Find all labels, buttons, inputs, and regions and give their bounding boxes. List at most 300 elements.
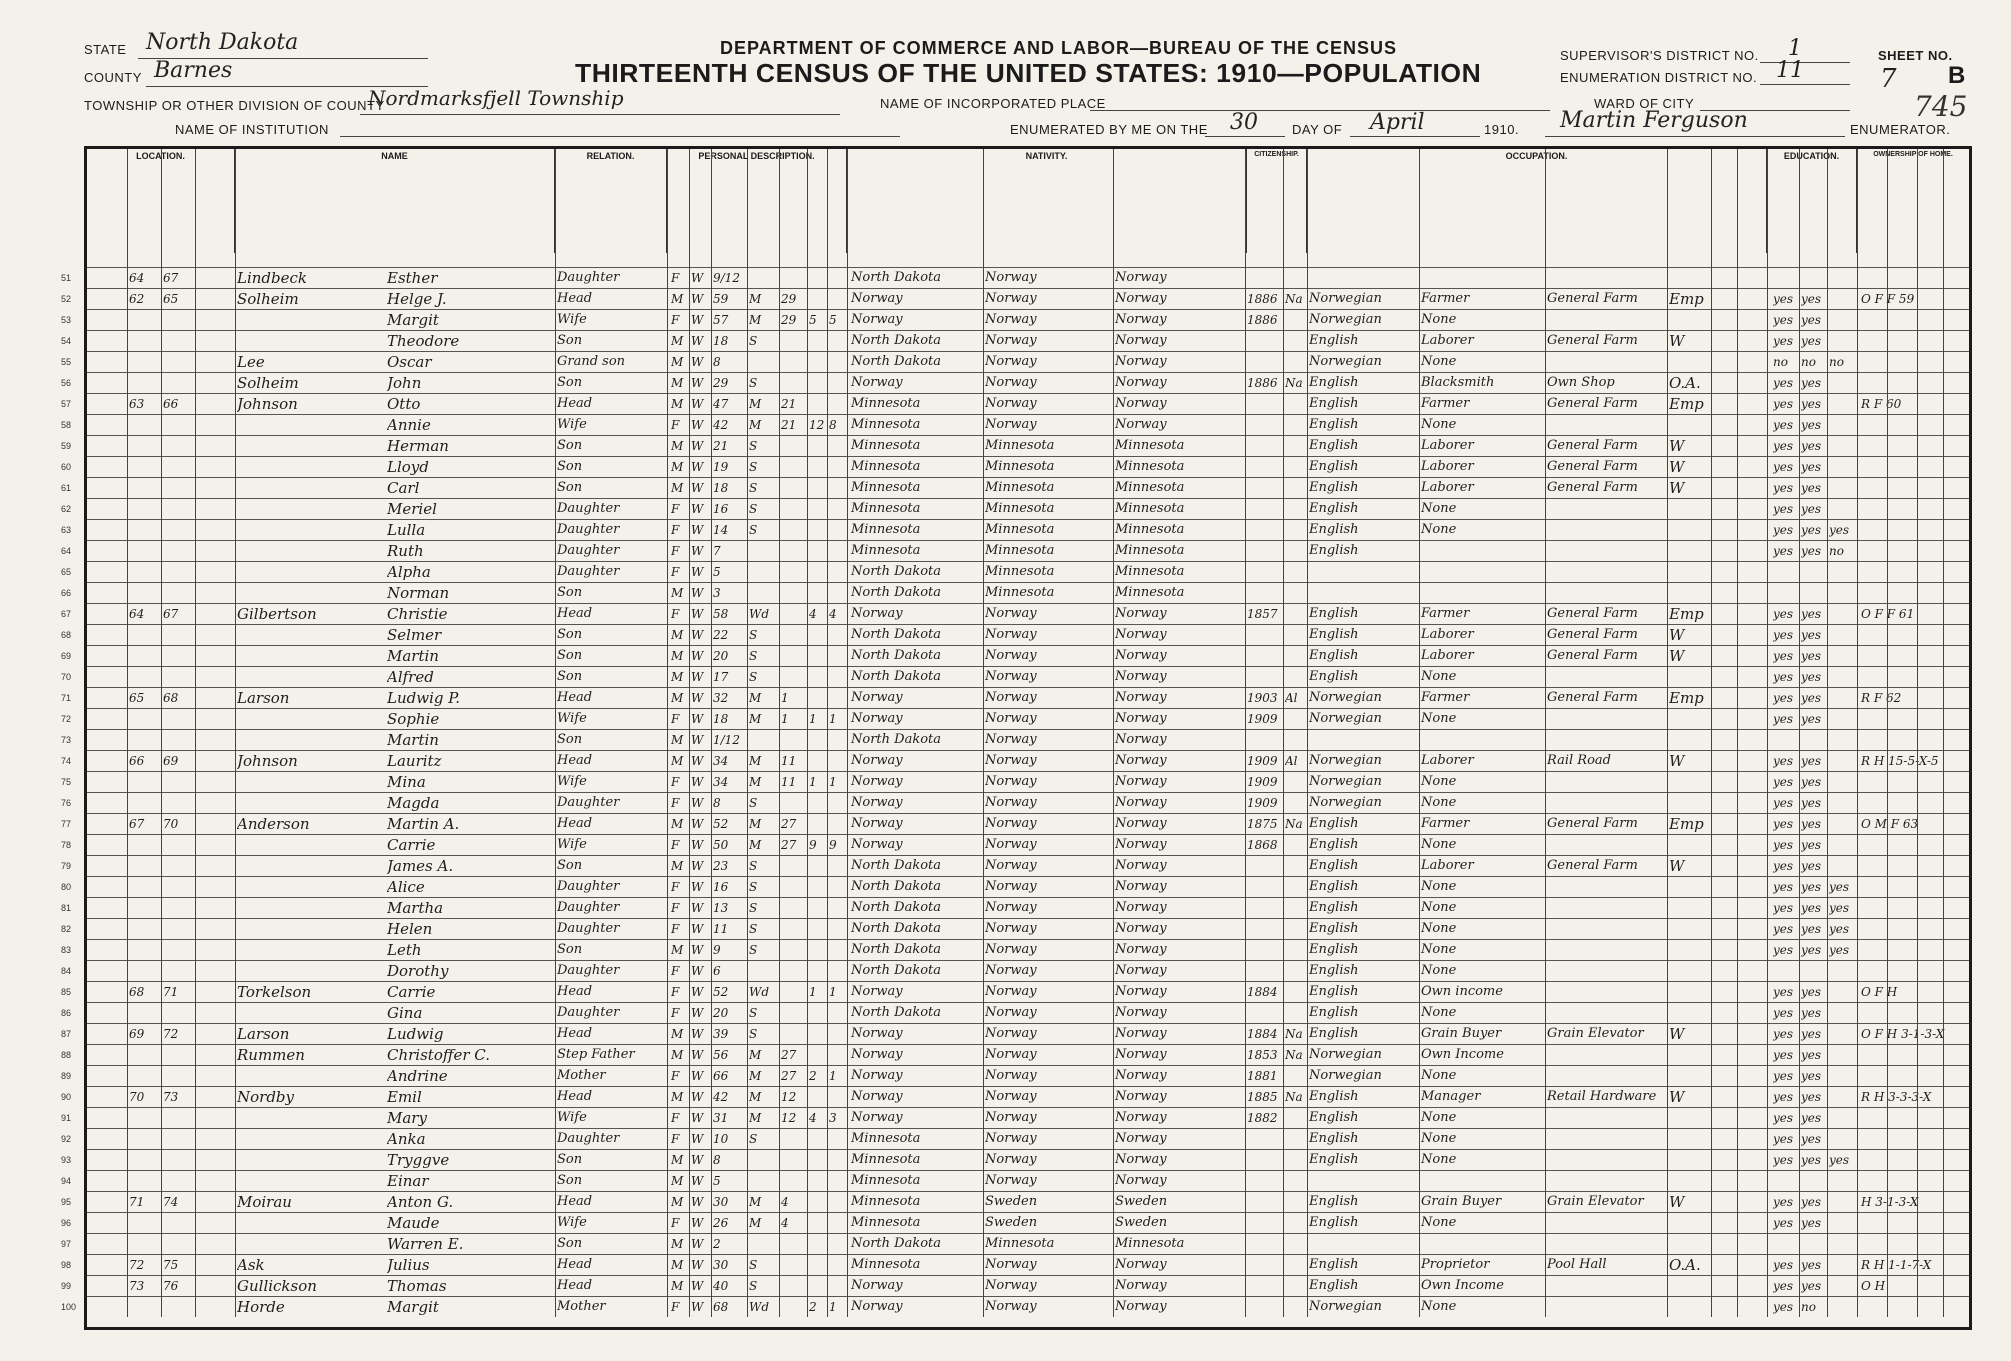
cell-sex: F	[671, 523, 680, 537]
cell-pob: Norway	[851, 291, 903, 306]
page-title: THIRTEENTH CENSUS OF THE UNITED STATES: 1910—POPULATION	[575, 58, 1482, 88]
cell-race: W	[691, 1090, 704, 1104]
cell-sex: M	[671, 1090, 684, 1104]
cell-sex: F	[671, 313, 680, 327]
cell-given: Christoffer C.	[387, 1046, 491, 1064]
cell-lang: English	[1309, 963, 1359, 978]
cell-emp: O.A.	[1669, 374, 1701, 392]
table-row	[61, 687, 1969, 708]
cell-sex: F	[671, 1006, 680, 1020]
cell-lang: English	[1309, 1131, 1359, 1146]
cell-ind: General Farm	[1547, 648, 1638, 663]
department-heading: DEPARTMENT OF COMMERCE AND LABOR—BUREAU OF THE CENSUS	[720, 38, 1397, 58]
personal-column-group	[667, 149, 847, 253]
citizenship-heading: CITIZENSHIP.	[1254, 151, 1299, 158]
cell-race: W	[691, 691, 704, 705]
cell-surname: Johnson	[237, 752, 298, 770]
column-divider	[1887, 149, 1888, 1317]
cell-trade: None	[1421, 795, 1457, 810]
table-row	[61, 1149, 1969, 1170]
cell-imm: 1903	[1247, 691, 1278, 705]
cell-rel: Mother	[557, 1299, 606, 1314]
cell-sex: F	[671, 712, 680, 726]
day-of-label: DAY OF	[1292, 122, 1343, 137]
cell-race: W	[691, 985, 704, 999]
cell-race: W	[691, 1111, 704, 1125]
cell-rel: Daughter	[557, 795, 620, 810]
cell-pobf: Norway	[985, 795, 1037, 810]
table-row	[61, 267, 1969, 288]
table-row	[61, 1002, 1969, 1023]
cell-surname: Torkelson	[237, 983, 312, 1001]
cell-pob: North Dakota	[851, 648, 941, 663]
cell-born: 5	[809, 313, 817, 327]
cell-pobf: Norway	[985, 984, 1037, 999]
cell-rel: Step Father	[557, 1047, 635, 1062]
cell-sex: M	[671, 859, 684, 873]
cell-read: yes	[1773, 1216, 1794, 1230]
table-row	[61, 393, 1969, 414]
cell-own: O F F 61	[1861, 607, 1915, 621]
cell-rel: Son	[557, 375, 583, 390]
cell-age: 47	[713, 397, 729, 411]
cell-rel: Daughter	[557, 1131, 620, 1146]
cell-given: Helen	[387, 920, 433, 938]
cell-age: 66	[713, 1069, 729, 1083]
cell-sex: F	[671, 418, 680, 432]
cell-lang: English	[1309, 900, 1359, 915]
cell-yrs: 27	[781, 838, 797, 852]
cell-pob: Norway	[851, 312, 903, 327]
cell-given: Magda	[387, 794, 440, 812]
cell-given: Alpha	[387, 563, 431, 581]
cell-given: Anton G.	[387, 1193, 454, 1211]
cell-dw: 69	[129, 1027, 145, 1041]
line-number: 59	[61, 441, 72, 451]
cell-race: W	[691, 607, 704, 621]
institution-label: NAME OF INSTITUTION	[175, 122, 329, 137]
cell-school: yes	[1829, 901, 1850, 915]
cell-lang: Norwegian	[1309, 1047, 1382, 1062]
cell-surname: Ask	[237, 1256, 265, 1274]
cell-given: Emil	[387, 1088, 422, 1106]
cell-age: 50	[713, 838, 729, 852]
cell-sex: M	[671, 1279, 684, 1293]
cell-mar: M	[749, 1069, 762, 1083]
cell-imm: 1875	[1247, 817, 1278, 831]
cell-pob: Norway	[851, 1047, 903, 1062]
cell-mar: M	[749, 775, 762, 789]
column-divider	[847, 149, 848, 1317]
page-stamp: 745	[1914, 90, 1968, 123]
cell-sex: M	[671, 649, 684, 663]
cell-pobm: Norway	[1115, 375, 1167, 390]
cell-age: 20	[713, 1006, 729, 1020]
cell-race: W	[691, 733, 704, 747]
cell-pob: Norway	[851, 1299, 903, 1314]
cell-fam: 75	[163, 1258, 179, 1272]
cell-imm: 1853	[1247, 1048, 1278, 1062]
cell-pobf: Norway	[985, 942, 1037, 957]
ownership-heading: OWNERSHIP OF HOME.	[1873, 151, 1953, 158]
incorporated-place-label: NAME OF INCORPORATED PLACE	[880, 96, 1106, 111]
cell-emp: W	[1669, 1025, 1685, 1043]
cell-imm: 1886	[1247, 313, 1278, 327]
table-row	[61, 897, 1969, 918]
cell-lang: Norwegian	[1309, 690, 1382, 705]
cell-pob: Minnesota	[851, 501, 921, 516]
table-row	[61, 456, 1969, 477]
cell-sex: F	[671, 880, 680, 894]
cell-nat: Na	[1285, 292, 1303, 306]
cell-age: 11	[713, 922, 729, 936]
cell-race: W	[691, 628, 704, 642]
cell-race: W	[691, 1174, 704, 1188]
supervisor-label: SUPERVISOR'S DISTRICT NO.	[1560, 48, 1759, 63]
cell-mar: S	[749, 649, 758, 663]
cell-nat: Na	[1285, 1027, 1303, 1041]
cell-dw: 66	[129, 754, 145, 768]
table-row	[61, 498, 1969, 519]
cell-given: Anka	[387, 1130, 426, 1148]
cell-write: yes	[1801, 1153, 1822, 1167]
cell-pobf: Sweden	[985, 1194, 1038, 1209]
line-number: 79	[61, 861, 72, 871]
cell-rel: Daughter	[557, 921, 620, 936]
cell-pobf: Norway	[985, 1026, 1037, 1041]
cell-ind: General Farm	[1547, 333, 1638, 348]
cell-emp: W	[1669, 857, 1685, 875]
line-number: 56	[61, 378, 72, 388]
line-number: 71	[61, 693, 72, 703]
cell-pob: North Dakota	[851, 963, 941, 978]
cell-mar: S	[749, 1258, 758, 1272]
cell-read: yes	[1773, 523, 1794, 537]
cell-lang: English	[1309, 858, 1359, 873]
cell-rel: Daughter	[557, 522, 620, 537]
cell-emp: Emp	[1669, 395, 1704, 413]
cell-pobm: Norway	[1115, 1068, 1167, 1083]
cell-pob: North Dakota	[851, 921, 941, 936]
cell-rel: Wife	[557, 837, 587, 852]
cell-emp: W	[1669, 458, 1685, 476]
cell-pob: Minnesota	[851, 1173, 921, 1188]
line-number: 64	[61, 546, 72, 556]
cell-rel: Daughter	[557, 501, 620, 516]
cell-pob: Norway	[851, 753, 903, 768]
line-number: 95	[61, 1197, 72, 1207]
cell-pobm: Norway	[1115, 1005, 1167, 1020]
line-number: 57	[61, 399, 72, 409]
cell-trade: None	[1421, 501, 1457, 516]
cell-rel: Daughter	[557, 900, 620, 915]
cell-sex: M	[671, 670, 684, 684]
cell-trade: None	[1421, 1131, 1457, 1146]
cell-sex: F	[671, 502, 680, 516]
cell-age: 31	[713, 1111, 729, 1125]
cell-born: 4	[809, 607, 817, 621]
cell-yrs: 1	[781, 712, 789, 726]
cell-pob: North Dakota	[851, 333, 941, 348]
enumerator-label: ENUMERATOR.	[1850, 122, 1951, 137]
cell-race: W	[691, 481, 704, 495]
cell-trade: None	[1421, 1215, 1457, 1230]
cell-trade: Own income	[1421, 984, 1503, 999]
cell-age: 13	[713, 901, 729, 915]
cell-race: W	[691, 880, 704, 894]
cell-pob: Norway	[851, 1278, 903, 1293]
cell-nat: Al	[1285, 691, 1298, 705]
cell-ind: General Farm	[1547, 816, 1638, 831]
cell-trade: Grain Buyer	[1421, 1026, 1502, 1041]
cell-read: yes	[1773, 439, 1794, 453]
table-row	[61, 918, 1969, 939]
cell-rel: Head	[557, 396, 593, 411]
cell-sex: M	[671, 334, 684, 348]
cell-imm: 1909	[1247, 712, 1278, 726]
table-row	[61, 876, 1969, 897]
cell-pob: North Dakota	[851, 942, 941, 957]
cell-lang: Norwegian	[1309, 291, 1382, 306]
cell-rel: Grand son	[557, 354, 626, 369]
cell-trade: Farmer	[1421, 606, 1470, 621]
cell-yrs: 4	[781, 1216, 789, 1230]
cell-age: 9	[713, 943, 721, 957]
cell-pobf: Minnesota	[985, 480, 1055, 495]
cell-sex: F	[671, 544, 680, 558]
column-divider	[1943, 149, 1944, 1317]
cell-yrs: 11	[781, 775, 797, 789]
line-number: 99	[61, 1281, 72, 1291]
table-row	[61, 1107, 1969, 1128]
cell-trade: Laborer	[1421, 459, 1474, 474]
column-divider	[1711, 149, 1712, 1317]
cell-sex: F	[671, 565, 680, 579]
cell-given: Lauritz	[387, 752, 442, 770]
cell-age: 16	[713, 502, 729, 516]
cell-rel: Son	[557, 333, 583, 348]
cell-age: 2	[713, 1237, 721, 1251]
line-number: 61	[61, 483, 72, 493]
cell-given: Esther	[387, 269, 438, 287]
cell-read: yes	[1773, 544, 1794, 558]
cell-lang: English	[1309, 648, 1359, 663]
cell-write: yes	[1801, 1027, 1822, 1041]
cell-ind: Grain Elevator	[1547, 1194, 1644, 1209]
cell-trade: None	[1421, 774, 1457, 789]
cell-age: 5	[713, 565, 721, 579]
cell-rel: Head	[557, 1194, 593, 1209]
cell-pobf: Norway	[985, 270, 1037, 285]
column-divider	[1767, 149, 1768, 1317]
cell-pob: Minnesota	[851, 1215, 921, 1230]
cell-pob: Norway	[851, 1068, 903, 1083]
cell-sex: M	[671, 1153, 684, 1167]
line-number: 69	[61, 651, 72, 661]
enumerated-day: 30	[1230, 110, 1258, 135]
cell-pobf: Norway	[985, 606, 1037, 621]
cell-read: yes	[1773, 649, 1794, 663]
cell-age: 59	[713, 292, 729, 306]
cell-pobm: Norway	[1115, 1278, 1167, 1293]
cell-mar: M	[749, 418, 762, 432]
cell-rel: Son	[557, 1236, 583, 1251]
cell-imm: 1857	[1247, 607, 1278, 621]
column-divider	[195, 149, 196, 1317]
cell-pobf: Minnesota	[985, 543, 1055, 558]
cell-alive: 3	[829, 1111, 837, 1125]
cell-write: yes	[1801, 313, 1822, 327]
cell-given: Lloyd	[387, 458, 429, 476]
cell-given: Herman	[387, 437, 449, 455]
cell-sex: M	[671, 628, 684, 642]
line-number: 60	[61, 462, 72, 472]
cell-pobf: Norway	[985, 732, 1037, 747]
line-number: 89	[61, 1071, 72, 1081]
cell-pobm: Norway	[1115, 669, 1167, 684]
cell-lang: Norwegian	[1309, 795, 1382, 810]
cell-rel: Head	[557, 984, 593, 999]
cell-rel: Son	[557, 858, 583, 873]
cell-mar: S	[749, 334, 758, 348]
cell-fam: 72	[163, 1027, 179, 1041]
table-row	[61, 1254, 1969, 1275]
cell-write: yes	[1801, 838, 1822, 852]
township-label: TOWNSHIP OR OTHER DIVISION OF COUNTY	[84, 98, 385, 113]
cell-read: yes	[1773, 418, 1794, 432]
name-heading: NAME	[381, 151, 408, 161]
cell-sex: M	[671, 355, 684, 369]
line-number: 92	[61, 1134, 72, 1144]
cell-sex: F	[671, 1111, 680, 1125]
cell-read: yes	[1773, 502, 1794, 516]
line-number: 66	[61, 588, 72, 598]
cell-read: yes	[1773, 1258, 1794, 1272]
cell-race: W	[691, 334, 704, 348]
cell-pobm: Sweden	[1115, 1215, 1168, 1230]
cell-pob: Minnesota	[851, 1131, 921, 1146]
cell-given: Margit	[387, 1298, 439, 1316]
line-number: 88	[61, 1050, 72, 1060]
cell-write: yes	[1801, 880, 1822, 894]
cell-mar: M	[749, 313, 762, 327]
cell-write: yes	[1801, 460, 1822, 474]
enumeration-underline	[1760, 84, 1850, 85]
cell-ind: Own Shop	[1547, 375, 1615, 390]
table-row	[61, 624, 1969, 645]
education-heading: EDUCATION.	[1783, 151, 1840, 161]
line-number: 68	[61, 630, 72, 640]
relation-heading: RELATION.	[586, 151, 635, 161]
cell-sex: M	[671, 1027, 684, 1041]
cell-pob: North Dakota	[851, 669, 941, 684]
cell-read: yes	[1773, 1153, 1794, 1167]
enumerator-underline	[1545, 136, 1845, 137]
cell-trade: None	[1421, 942, 1457, 957]
cell-read: yes	[1773, 1006, 1794, 1020]
cell-race: W	[691, 838, 704, 852]
cell-dw: 65	[129, 691, 145, 705]
nativity-heading: NATIVITY.	[1025, 151, 1068, 161]
cell-sex: F	[671, 607, 680, 621]
cell-rel: Wife	[557, 711, 587, 726]
line-number: 91	[61, 1113, 72, 1123]
cell-given: Einar	[387, 1172, 429, 1190]
cell-write: yes	[1801, 397, 1822, 411]
cell-yrs: 12	[781, 1111, 797, 1125]
cell-imm: 1884	[1247, 1027, 1278, 1041]
cell-emp: W	[1669, 647, 1685, 665]
cell-race: W	[691, 712, 704, 726]
cell-mar: S	[749, 1279, 758, 1293]
cell-imm: 1885	[1247, 1090, 1278, 1104]
cell-pobm: Norway	[1115, 1089, 1167, 1104]
cell-pobm: Norway	[1115, 417, 1167, 432]
cell-pobm: Norway	[1115, 1257, 1167, 1272]
cell-race: W	[691, 1258, 704, 1272]
cell-emp: W	[1669, 752, 1685, 770]
cell-sex: F	[671, 1300, 680, 1314]
cell-age: 7	[713, 544, 721, 558]
cell-own: H 3-1-3-X	[1861, 1195, 1919, 1209]
line-number: 82	[61, 924, 72, 934]
cell-pobf: Minnesota	[985, 564, 1055, 579]
cell-school: yes	[1829, 1153, 1850, 1167]
cell-dw: 62	[129, 292, 145, 306]
cell-pob: Norway	[851, 1089, 903, 1104]
cell-yrs: 27	[781, 817, 797, 831]
cell-emp: Emp	[1669, 605, 1704, 623]
table-row	[61, 1065, 1969, 1086]
cell-write: no	[1801, 1300, 1816, 1314]
table-row	[61, 1170, 1969, 1191]
table-row	[61, 1044, 1969, 1065]
cell-fam: 66	[163, 397, 179, 411]
cell-rel: Head	[557, 606, 593, 621]
cell-fam: 67	[163, 607, 179, 621]
cell-mar: M	[749, 397, 762, 411]
cell-race: W	[691, 859, 704, 873]
cell-age: 34	[713, 775, 729, 789]
occupation-column-group	[1307, 149, 1767, 253]
cell-read: yes	[1773, 670, 1794, 684]
line-number: 53	[61, 315, 72, 325]
cell-pobf: Minnesota	[985, 585, 1055, 600]
cell-lang: English	[1309, 1089, 1359, 1104]
cell-given: Helge J.	[387, 290, 447, 308]
cell-pob: North Dakota	[851, 1005, 941, 1020]
cell-write: yes	[1801, 1090, 1822, 1104]
cell-race: W	[691, 565, 704, 579]
cell-read: yes	[1773, 1027, 1794, 1041]
cell-rel: Wife	[557, 774, 587, 789]
line-number: 93	[61, 1155, 72, 1165]
cell-pobm: Norway	[1115, 774, 1167, 789]
cell-write: yes	[1801, 985, 1822, 999]
table-row	[61, 561, 1969, 582]
cell-sex: M	[671, 439, 684, 453]
cell-mar: S	[749, 922, 758, 936]
occupation-heading: OCCUPATION.	[1505, 151, 1568, 161]
cell-school: yes	[1829, 523, 1850, 537]
cell-sex: M	[671, 397, 684, 411]
cell-age: 8	[713, 796, 721, 810]
cell-pob: Norway	[851, 1110, 903, 1125]
cell-pobm: Minnesota	[1115, 459, 1185, 474]
cell-school: no	[1829, 355, 1844, 369]
cell-lang: English	[1309, 984, 1359, 999]
cell-fam: 68	[163, 691, 179, 705]
